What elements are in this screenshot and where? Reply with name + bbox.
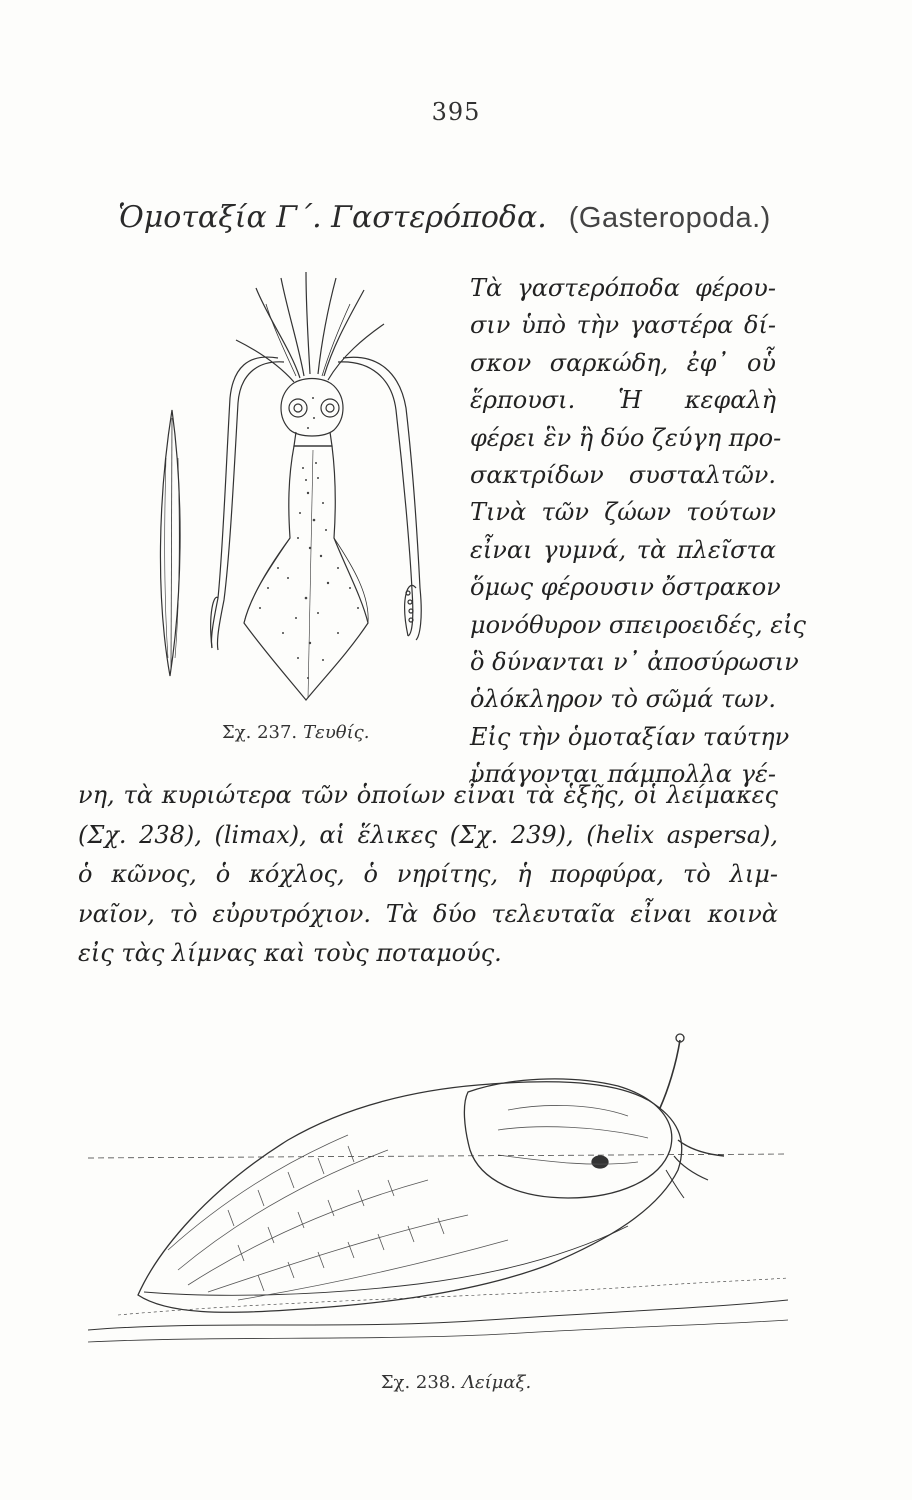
text-line: Τὰ γαστερόποδα φέρου- — [470, 274, 776, 302]
slug-illustration — [88, 1030, 788, 1360]
figure-238-caption — [0, 1372, 912, 1393]
figure-238-name: Λείμαξ. — [461, 1372, 532, 1393]
page-number: 395 — [431, 98, 481, 126]
text-line: εἰς τὰς λίμνας καὶ τοὺς ποταμούς. — [78, 939, 502, 967]
section-heading — [118, 200, 771, 235]
text-line: εἶναι γυμνά, τὰ πλεῖστα — [470, 535, 776, 564]
text-line: ὑπάγονται πάμπολλα γέ- — [470, 760, 776, 789]
right-column-text — [470, 270, 806, 793]
text-line: ναῖον, τὸ εὐρυτρόχιον. Τὰ δύο τελευταῖα εἶναι κοινὰ — [78, 899, 778, 928]
text-line: ὃ δύνανται ν᾽ ἀποσύρωσιν — [470, 647, 799, 676]
text-line: Τινὰ τῶν ζώων τούτων — [470, 498, 776, 527]
squid-illustration — [138, 268, 448, 718]
section-heading-latin: (Gasteropoda.) — [568, 202, 771, 234]
text-line: ὁ κῶνος, ὁ κόχλος, ὁ νηρίτης, ἡ πορφύρα, τὸ λιμ- — [78, 860, 778, 888]
text-line: φέρει ἓν ἢ δύο ζεύγη προ- — [470, 423, 782, 452]
figure-238-number: Σχ. 238. — [380, 1372, 456, 1393]
section-heading-greek: Ὁμοταξία Γ΄. Γαστερόποδα. — [118, 200, 547, 235]
figure-237-name: Τευθίς. — [303, 722, 370, 743]
text-line: σκον σαρκώδη, ἐφ᾽ οὗ — [470, 348, 776, 377]
full-width-text — [78, 776, 778, 974]
text-line: ἕρπουσι. Ἡ κεφαλὴ — [470, 386, 776, 415]
text-line: σιν ὑπὸ τὴν γαστέρα δί- — [470, 311, 776, 340]
text-line: Εἰς τὴν ὁμοταξίαν ταύτην — [470, 722, 790, 751]
text-line: ὅμως φέρουσιν ὄστρακον — [470, 573, 781, 602]
text-line: σακτρίδων συσταλτῶν. — [470, 460, 776, 489]
figure-237-number: Σχ. 237. — [222, 722, 298, 743]
figure-237-caption — [222, 722, 369, 743]
text-line: μονόθυρον σπειροειδές, εἰς — [470, 610, 806, 639]
text-line: νη, τὰ κυριώτερα τῶν ὁποίων εἶναι τὰ ἑξῆς, οἱ λείμακες — [78, 781, 778, 809]
text-line: (Σχ. 238), (limax), αἱ ἕλικες (Σχ. 239), (helix aspersa), — [78, 820, 778, 849]
text-line: ὁλόκληρον τὸ σῶμά των. — [470, 685, 777, 714]
